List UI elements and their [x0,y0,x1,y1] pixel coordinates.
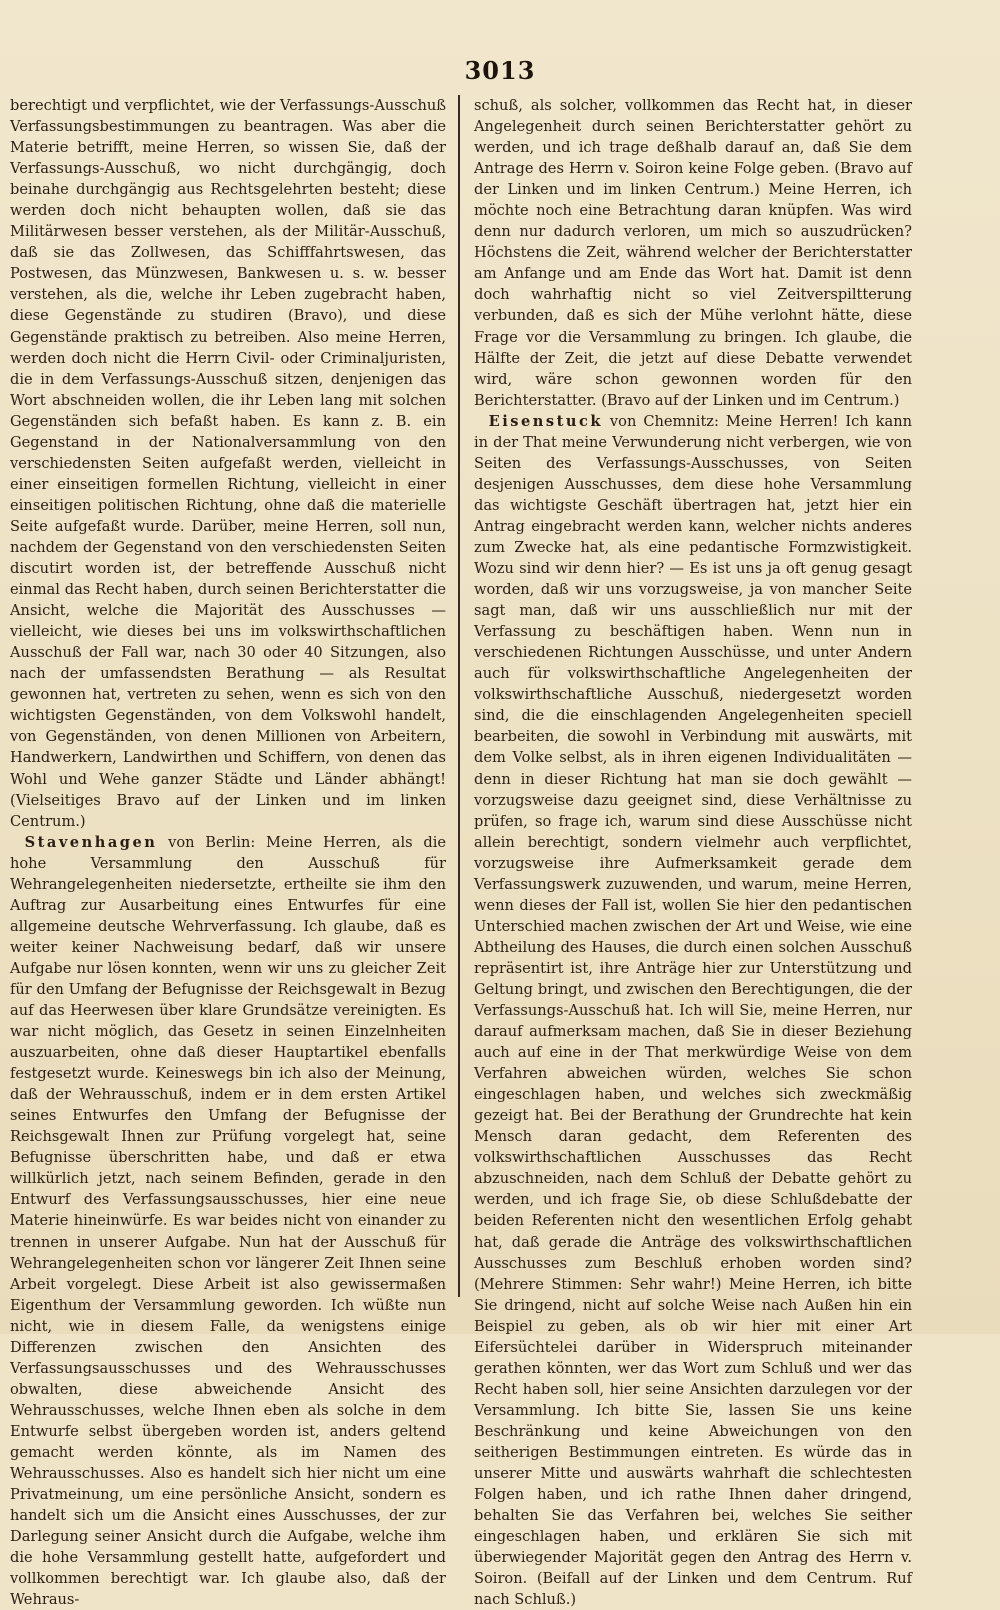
right-column [474,95,912,1609]
page-number: 3013 [464,56,536,85]
paragraph: berechtigt und verpflichtet, wie der Verfassungs-Ausschuß Verfassungsbestimmungen zu beantragen. Was aber die Materie betrifft, meine Herren, so wissen Sie, daß der Verfassungs-Ausschuß, wo nicht durchgängig, doch beinahe durchgängig aus Rechtsgelehrten besteht; diese werden doch nicht behaupten wollen, daß sie das Militärwesen besser verstehen, als der Militär-Ausschuß, daß sie das Zollwesen, das Schifffahrtswesen, das Postwesen, das Münzwesen, Bankwesen u. s. w. besser verstehen, als die, welche ihr Leben zugebracht haben, diese Gegenstände zu studiren (Bravo), und diese Gegenstände praktisch zu betreiben. Also meine Herren, werden doch nicht die Herrn Civil- oder Criminaljuristen, die in dem Verfassungs-Ausschuß sitzen, denjenigen das Wort abschneiden wollen, die ihr Leben lang mit solchen Gegenständen sich befaßt haben. Es kann z. B. ein Gegenstand in der Nationalversammlung von den verschiedensten Seiten aufgefaßt werden, vielleicht in einer einseitigen formellen Richtung, vielleicht in einer einseitigen politischen Richtung, ohne daß die materielle Seite aufgefaßt wurde. Darüber, meine Herren, soll nun, nachdem der Gegenstand von den verschiedensten Seiten discutirt worden ist, der betreffende Ausschuß nicht einmal das Recht haben, durch seinen Berichterstatter die Ansicht, welche die Majorität des Ausschusses — vielleicht, wie dieses bei uns im volkswirthschaftlichen Ausschuß der Fall war, nach 30 oder 40 Sitzungen, also nach der umfassendsten Berathung — als Resultat gewonnen hat, vertreten zu sehen, wenn es sich von den wichtigsten Gegenständen, von dem Volkswohl handelt, von Gegenständen, von denen Millionen von Arbeitern, Handwerkern, Landwirthen und Schiffern, von denen das Wohl und Wehe ganzer Städte und Länder abhängt! (Vielseitiges Bravo auf der Linken und im linken Centrum.) [10,97,446,830]
speaker-name: Stavenhagen [24,833,158,851]
paragraph: schuß, als solcher, vollkommen das Recht hat, in dieser Angelegenheit durch seinen Berichterstatter gehört zu werden, und ich trage deßhalb darauf an, daß Sie dem Antrage des Herrn v. Soiron keine Folge geben. (Bravo auf der Linken und im linken Centrum.) Meine Herren, ich möchte noch eine Betrachtung daran knüpfen. Was wird denn nur dadurch verloren, um mich so auszudrücken? Höchstens die Zeit, während welcher der Berichterstatter am Anfange und am Ende das Wort hat. Damit ist denn doch wahrhaftig nicht so viel Zeitverspiltterung verbunden, daß es sich der Mühe verlohnt hätte, diese Frage vor die Versammlung zu bringen. Ich glaube, die Hälfte der Zeit, die jetzt auf diese Debatte verwendet wird, wäre schon gewonnen worden für den Berichterstatter. (Bravo auf der Linken und im Centrum.) [474,97,912,409]
speech-text: von Chemnitz: Meine Herren! Ich kann in der That meine Verwunderung nicht verbergen, wie von Seiten des Verfassungs-Ausschusses, von Seiten desjenigen Ausschusses, dem diese hohe Versammlung das wichtigste Geschäft übertragen hat, jetzt hier ein Antrag eingebracht werden kann, welcher nichts anderes zum Zwecke hat, als eine pedantische Formzwistigkeit. Wozu sind wir denn hier? — Es ist uns ja oft genug gesagt worden, daß wir uns vorzugsweise, ja von mancher Seite sagt man, daß wir uns ausschließlich nur mit der Verfassung zu beschäftigen haben. Wenn nun in verschiedenen Richtungen Ausschüsse, und unter Andern auch für volkswirthschaftliche Angelegenheiten der volkswirthschaftliche Ausschuß, niedergesetzt worden sind, die die einschlagenden Angelegenheiten speciell bearbeiten, die sowohl in Verbindung mit auswärts, mit dem Volke selbst, als in ihren eigenen Individualitäten — denn in dieser Richtung hat man sie doch gewählt — vorzugsweise dazu geeignet sind, diese Verhältnisse zu prüfen, so frage ich, warum sind diese Ausschüsse nicht allein berechtigt, sondern vielmehr auch verpflichtet, vorzugsweise ihre Aufmerksamkeit gerade dem Verfassungswerk zuzuwenden, und warum, meine Herren, wenn dieses der Fall ist, wollen Sie hier den pedantischen Unterschied machen zwischen der Art und Weise, wie eine Abtheilung des Hauses, die durch einen solchen Ausschuß repräsentirt ist, ihre Anträge hier zur Unterstützung und Geltung bringt, und zwischen den Berechtigungen, die der Verfassungs-Ausschuß hat. Ich will Sie, meine Herren, nur darauf aufmerksam machen, daß Sie in dieser Beziehung auch auf eine in der That merkwürdige Weise von dem Verfahren abweichen würden, welches Sie schon eingeschlagen haben, und welches sich zweckmäßig gezeigt hat. Bei der Berathung der Grundrechte hat kein Mensch daran gedacht, dem Referenten des volkswirthschaftlichen Ausschusses das Recht abzuschneiden, nach dem Schluß der Debatte gehört zu werden, und ich frage Sie, ob diese Schlußdebatte der beiden Referenten nicht den wesentlichen Erfolg gehabt hat, daß gerade die Anträge des volkswirthschaftlichen Ausschusses zum Beschluß erhoben worden sind? (Mehrere Stimmen: Sehr wahr!) Meine Herren, ich bitte Sie dringend, nicht auf solche Weise nach Außen hin ein Beispiel zu geben, als ob wir hier mit einer Art Eifersüchtelei darüber in Widerspruch miteinander gerathen könnten, wer das Wort zum Schluß und wer das Recht haben soll, hier seine Ansichten darzulegen vor der Versammlung. Ich bitte Sie, lassen Sie uns keine Beschränkung und keine Abweichungen von den seitherigen Bestimmungen eintreten. Es würde das in unserer Mitte und auswärts wahrhaft die schlechtesten Folgen haben, und ich rathe Ihnen daher dringend, behalten Sie das Verfahren bei, welches Sie seither eingeschlagen haben, und erklären Sie sich mit überwiegender Majorität gegen den Antrag des Herrn v. Soiron. (Beifall auf der Linken und dem Centrum. Ruf nach Schluß.) [474,412,912,1609]
speaker-name: Eisenstuck [488,412,603,430]
speech-text: von Berlin: Meine Herren, als die hohe Versammlung den Ausschuß für Wehrangelegenheiten niedersetzte, ertheilte sie ihm den Auftrag zur Ausarbeitung eines Entwurfes für eine allgemeine deutsche Wehrverfassung. Ich glaube, daß es weiter keiner Nachweisung bedarf, daß wir unsere Aufgabe nur lösen konnten, wenn wir uns zu gleicher Zeit für den Umfang der Befugnisse der Reichsgewalt in Bezug auf das Heerwesen über klare Grundsätze vereinigten. Es war nicht möglich, das Gesetz in seinen Einzelnheiten auszuarbeiten, ohne daß dieser Hauptartikel ebenfalls festgesetzt wurde. Keineswegs bin ich also der Meinung, daß der Wehrausschuß, indem er in dem ersten Artikel seines Entwurfes den Umfang der Befugnisse der Reichsgewalt Ihnen zur Prüfung vorgelegt hat, seine Befugnisse überschritten habe, und daß er etwa willkürlich jetzt, nach seinem Befinden, gerade in den Entwurf des Verfassungsausschusses, hier eine neue Materie hineinwürfe. Es war beides nicht von einander zu trennen in unserer Aufgabe. Nun hat der Ausschuß für Wehrangelegenheiten schon vor längerer Zeit Ihnen seine Arbeit vorgelegt. Diese Arbeit ist also gewissermaßen Eigenthum der Versammlung geworden. Ich wüßte nun nicht, wie in diesem Falle, da wenigstens einige Differenzen zwischen den Ansichten des Verfassungsausschusses und des Wehrausschusses obwalten, diese abweichende Ansicht des Wehrausschusses, welche Ihnen eben als solche in dem Entwurfe selbst übergeben worden ist, anders geltend gemacht werden könnte, als im Namen des Wehrausschusses. Also es handelt sich hier nicht um eine Privatmeinung, um eine persönliche Ansicht, sondern es handelt sich um die Ansicht eines Ausschusses, der zur Darlegung seiner Ansicht durch die Aufgabe, welche ihm die hohe Versammlung gestellt hatte, aufgefordert und vollkommen berechtigt war. Ich glaube also, daß der Wehraus- [10,833,446,1609]
column-divider [458,95,460,1297]
paragraph [10,832,446,1610]
left-column [10,95,446,1609]
paragraph [474,411,912,1610]
